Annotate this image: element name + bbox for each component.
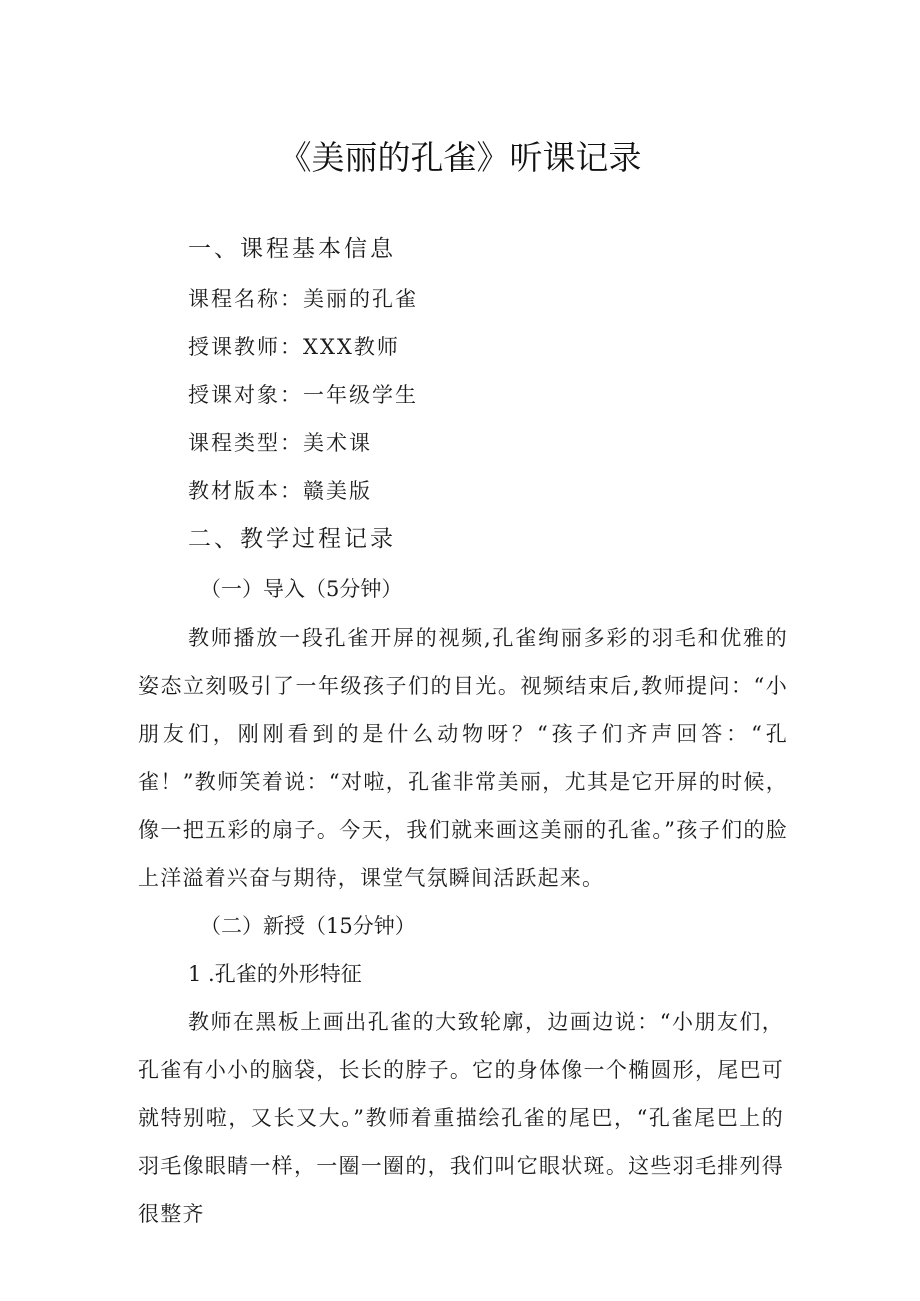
info-course-name: 课程名称：美丽的孔雀 <box>188 287 418 311</box>
info-textbook: 教材版本：赣美版 <box>188 479 372 503</box>
info-audience: 授课对象：一年级学生 <box>188 383 418 407</box>
section-heading-teaching-process: 二、教学过程记录 <box>188 526 396 552</box>
document-title: 《美丽的孔雀》听课记录 <box>278 138 642 177</box>
paragraph-intro: 教师播放一段孔雀开屏的视频,孔雀绚丽多彩的羽毛和优雅的姿态立刻吸引了一年级孩子们的目光。视频结束后,教师提问：“小朋友们，刚刚看到的是什么动物呀？“孩子们齐声回答：“孔雀！”教师笑着说：“对啦，孔雀非常美丽，尤其是它开屏的时候，像一把五彩的扇子。今天，我们就来画这美丽的孔雀。”孩子们的脸上洋溢着兴奋与期待，课堂气氛瞬间活跃起来。 <box>138 626 788 890</box>
info-course-type: 课程类型：美术课 <box>188 431 372 455</box>
paragraph-appearance: 教师在黑板上画出孔雀的大致轮廓，边画边说：“小朋友们，孔雀有小小的脑袋，长长的脖子。它的身体像一个椭圆形，尾巴可就特别啦，又长又大。”教师着重描绘孔雀的尾巴，“孔雀尾巴上的羽毛像眼睛一样，一圈一圈的，我们叫它眼状斑。这些羽毛排列得很整齐 <box>138 1010 784 1226</box>
sub-heading-appearance: 1 .孔雀的外形特征 <box>188 962 362 986</box>
subsection-heading-new-lesson: （二）新授（15分钟） <box>200 914 416 938</box>
info-teacher: 授课教师：XXX教师 <box>188 335 400 359</box>
section-heading-basic-info: 一、课程基本信息 <box>188 236 396 262</box>
subsection-heading-intro: （一）导入（5分钟） <box>200 577 403 601</box>
